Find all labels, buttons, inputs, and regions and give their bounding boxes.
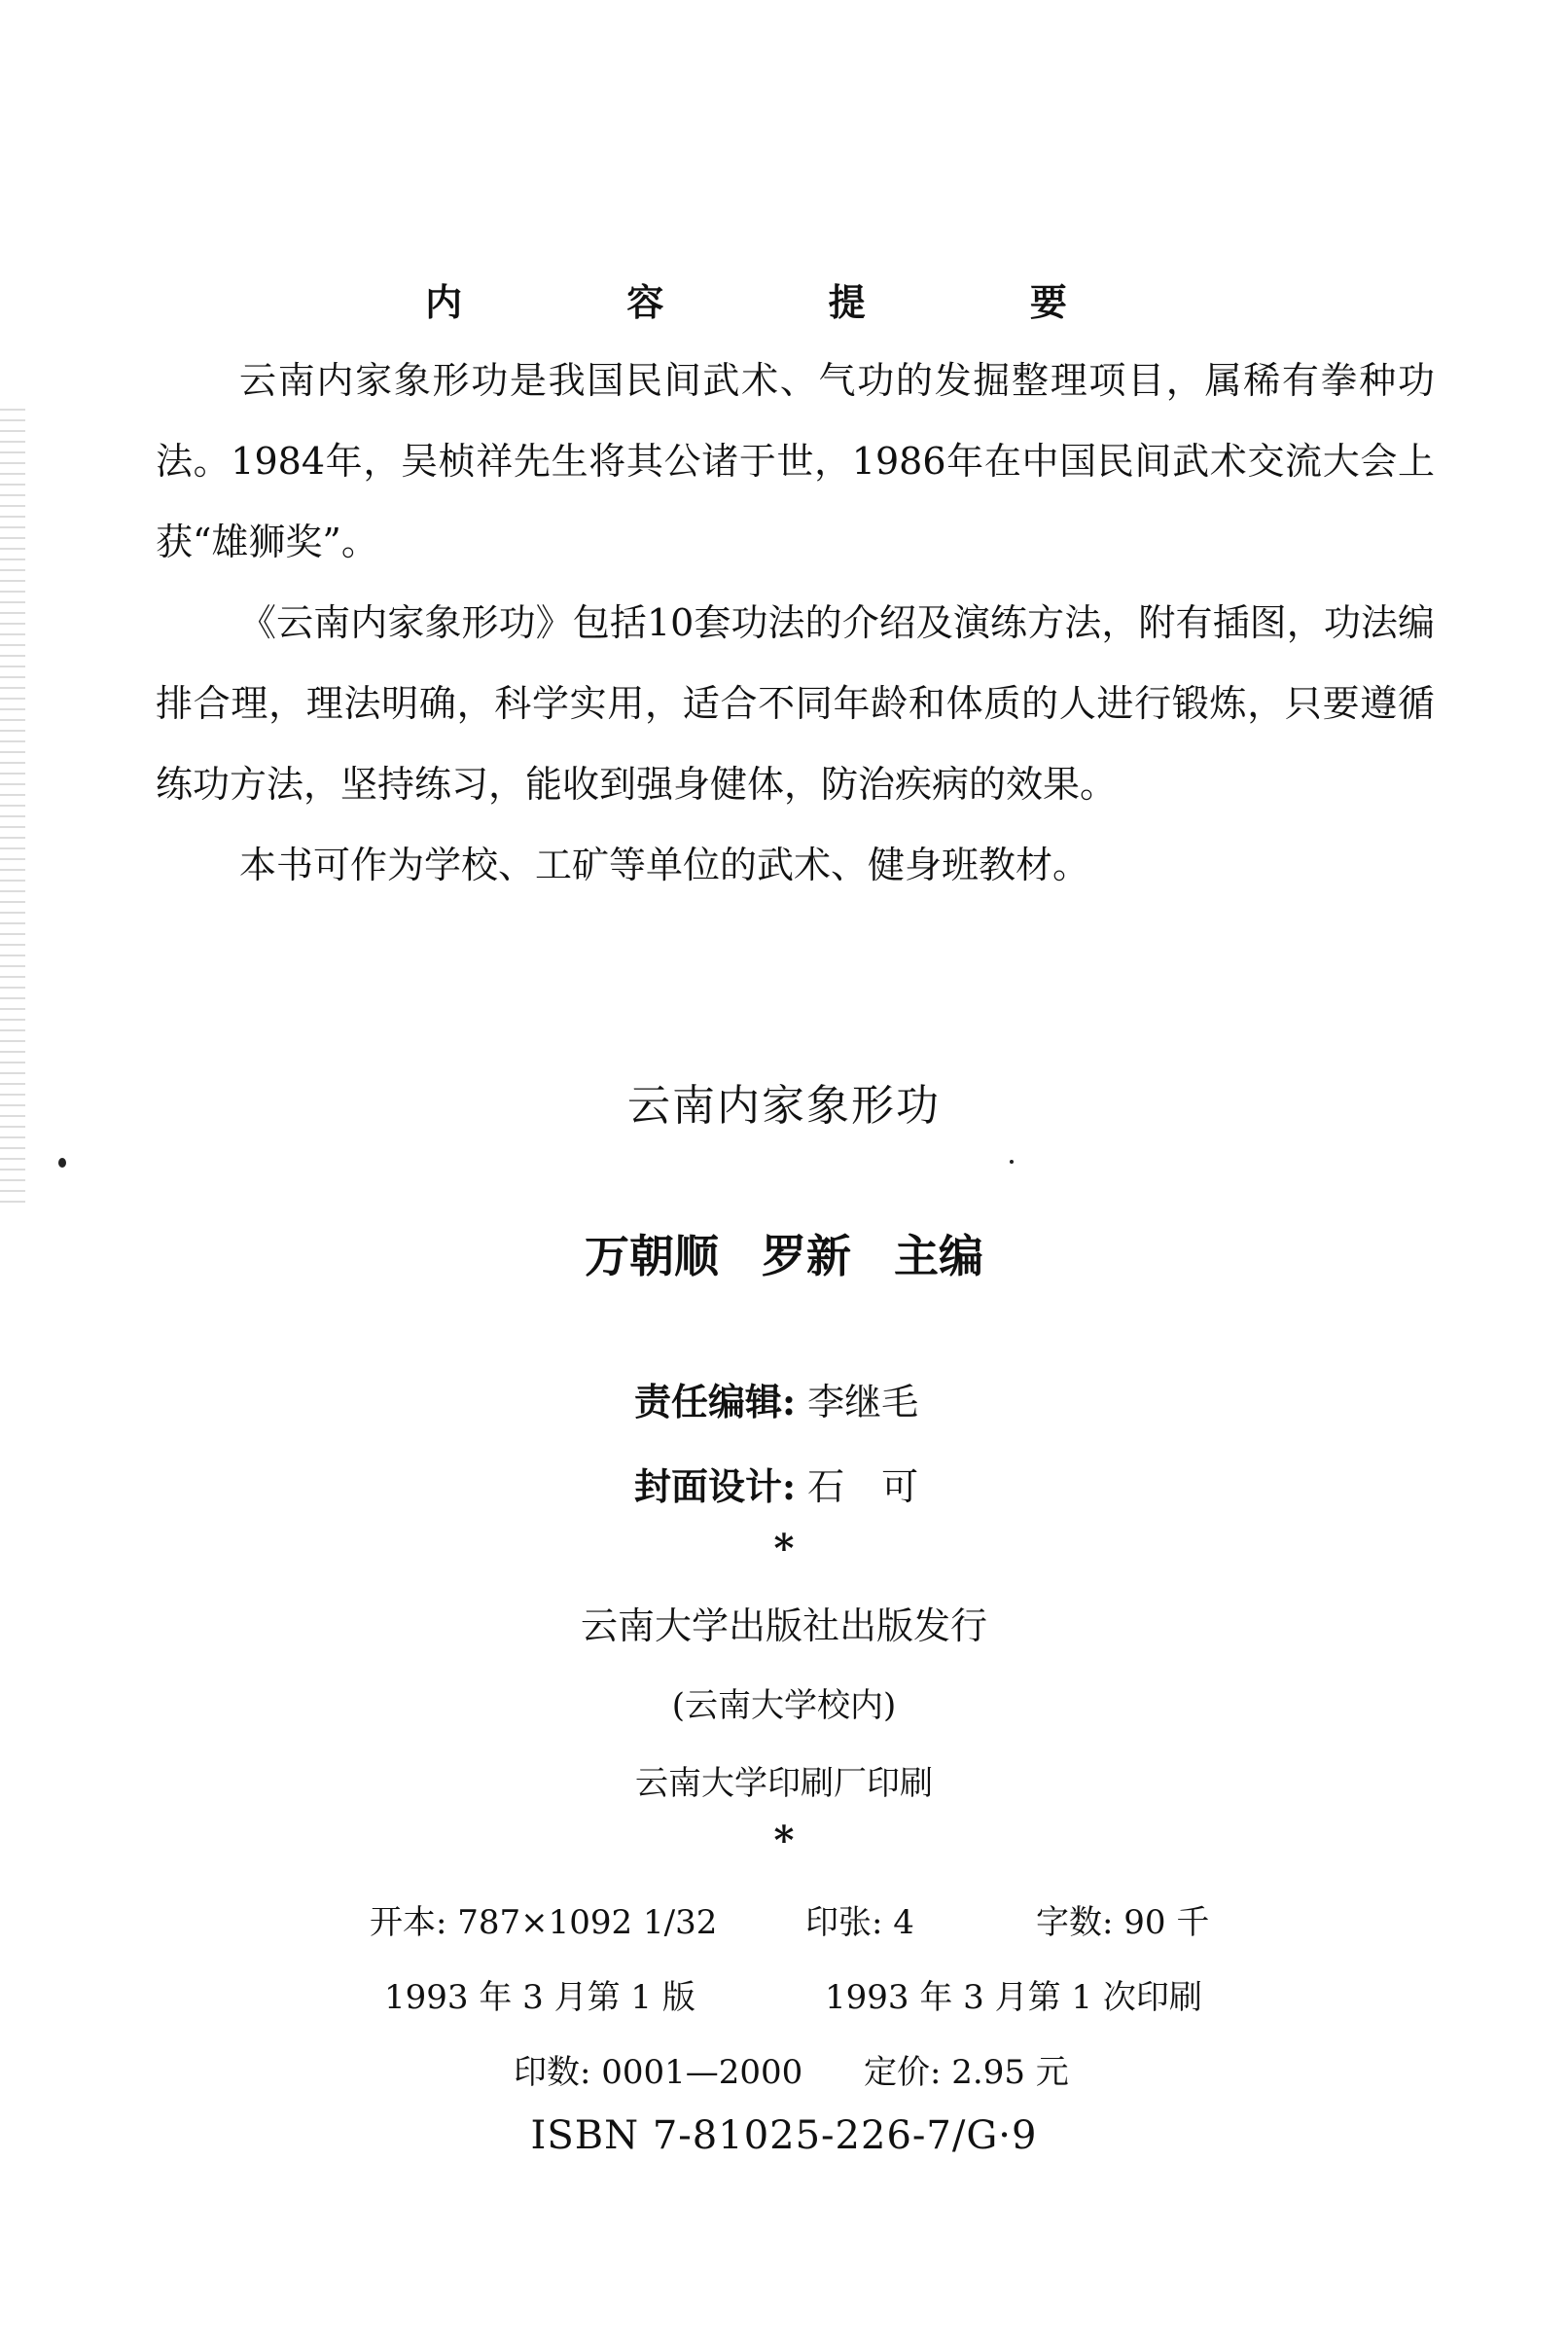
printer-line: 云南大学印刷厂印刷 bbox=[635, 1764, 933, 1803]
publisher-address: (云南大学校内) bbox=[671, 1686, 897, 1725]
publisher-line: 云南大学出版社出版发行 bbox=[580, 1604, 987, 1647]
summary-paragraph: 云南内家象形功是我国民间武术、气功的发掘整理项目，属稀有拳种功法。1984年，吴桢祥先生将其公诸于世，1986年在中国民间武术交流大会上获“雄狮奖”。 bbox=[156, 359, 1435, 563]
scan-speck bbox=[1010, 1160, 1014, 1164]
editor-name: 罗新 bbox=[762, 1230, 851, 1282]
separator-star: * bbox=[773, 1526, 795, 1571]
responsible-editor-name: 李继毛 bbox=[807, 1381, 919, 1423]
isbn-line: ISBN 7-81025-226-7/G·9 bbox=[530, 2113, 1038, 2158]
format-spec: 开本: 787×1092 1/32 bbox=[370, 1903, 718, 1942]
faded-library-stamp bbox=[428, 784, 790, 859]
summary-paragraph: 《云南内家象形功》包括10套功法的介绍及演练方法，附有插图，功法编排合理，理法明确，科学实用，适合不同年龄和体质的人进行锻炼，只要遵循练功方法，坚持练习，能收到强身健体，防治疾病的效果。 bbox=[156, 601, 1435, 806]
cover-design-line bbox=[634, 1457, 918, 1510]
editor-name: 万朝顺 bbox=[584, 1230, 719, 1282]
print-run-spec: 印数: 0001—2000 bbox=[514, 2053, 803, 2092]
word-count-spec: 字数: 90 千 bbox=[1036, 1903, 1210, 1942]
editors-line bbox=[0, 1221, 1568, 1285]
summary-heading: 内 容 提 要 bbox=[425, 280, 1143, 324]
summary-body bbox=[156, 341, 1435, 906]
summary-paragraph: 本书可作为学校、工矿等单位的武术、健身班教材。 bbox=[239, 844, 1090, 886]
editor-role: 主编 bbox=[894, 1230, 984, 1282]
cover-designer-name: 石 可 bbox=[807, 1465, 919, 1508]
sheets-spec: 印张: 4 bbox=[805, 1903, 914, 1942]
price-spec: 定价: 2.95 元 bbox=[864, 2053, 1069, 2092]
book-title: 云南内家象形功 bbox=[627, 1081, 941, 1131]
edition-spec: 1993 年 3 月第 1 版 bbox=[384, 1978, 695, 2017]
scan-speck bbox=[58, 1158, 66, 1168]
responsible-editor-line bbox=[634, 1372, 918, 1425]
responsible-editor-label: 责任编辑: bbox=[634, 1380, 797, 1423]
cover-design-label: 封面设计: bbox=[634, 1464, 797, 1508]
separator-star: * bbox=[773, 1818, 795, 1863]
printing-spec: 1993 年 3 月第 1 次印刷 bbox=[825, 1978, 1202, 2017]
